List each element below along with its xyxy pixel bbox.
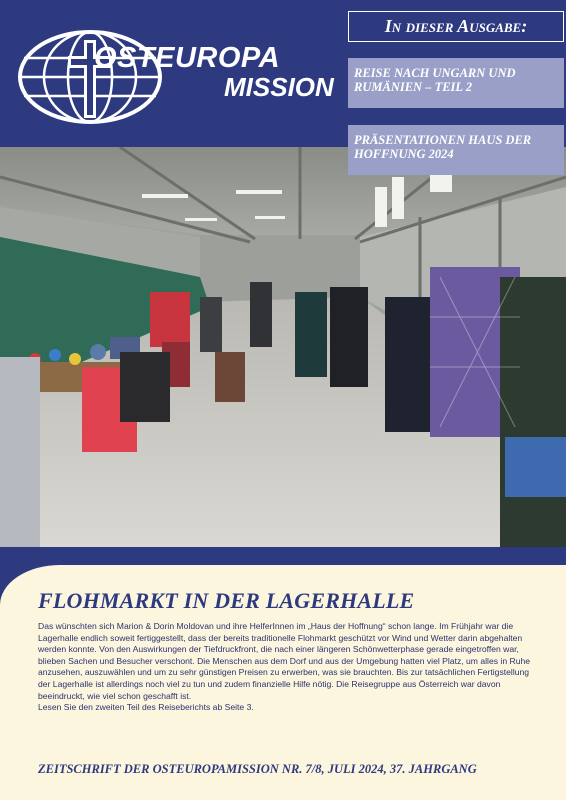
warehouse-photo <box>0 147 566 547</box>
logo-word-mission: MISSION <box>224 72 334 102</box>
logo <box>18 28 338 126</box>
cover-photo <box>0 147 566 547</box>
issue-item-2[interactable]: PRÄSENTATIONEN HAUS DER HOFFNUNG 2024 <box>348 125 564 175</box>
article-body <box>38 621 543 714</box>
article-title: FLOHMARKT IN DER LAGERHALLE <box>38 588 415 613</box>
logo-word-osteuropa: OSTEUROPA <box>94 42 281 74</box>
article-reference: Lesen Sie den zweiten Teil des Reiseberichts ab Seite 3. <box>38 702 254 713</box>
issue-heading: In dieser Ausgabe: <box>348 11 564 42</box>
issue-item-1[interactable]: REISE NACH UNGARN UND RUMÄNIEN – TEIL 2 <box>348 58 564 108</box>
article-paragraph: Das wünschten sich Marion & Dorin Moldovan und ihre HelferInnen im „Haus der Hoffnung“ schon lange. Im Frühjahr war die Lagerhalle endlich soweit fertiggestellt, dass der bereits traditionelle Flohmarkt geschützt vor Wind und Wetter darin abgehalten werden konnte. Von den Auswirkungen der Tiefdruckfront, die nach einer längeren Schönwetterphase gerade eingetroffen war, blieben Sachen und Besucher verschont. Die Menschen aus dem Dorf und aus der Umgebung hatten viel Platz, um alles in Ruhe anzusehen, auszuwählen und um zu sehr günstigen Preisen zu erwerben, was sie brauchten. Bis zur tatsächlichen Fertigstellung der Lagerhalle ist allerdings noch viel zu tun und zudem finanzielle Hilfe nötig. Die Reisegruppe aus Österreich war davon beeindruckt, wie viel schon geschafft ist. <box>38 621 531 701</box>
issue-footer: ZEITSCHRIFT DER OSTEUROPAMISSION NR. 7/8, JULI 2024, 37. JAHRGANG <box>38 762 477 776</box>
